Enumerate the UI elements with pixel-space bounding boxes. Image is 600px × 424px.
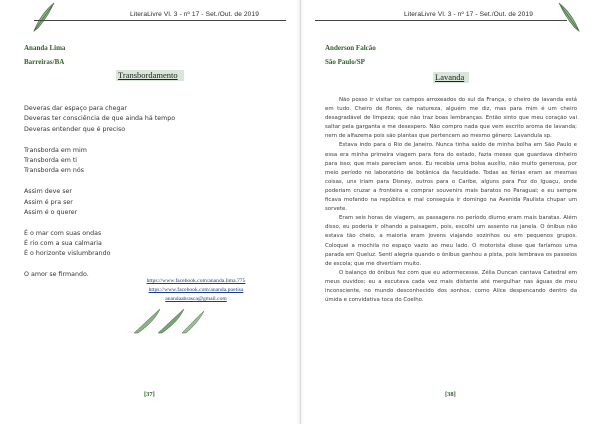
poem-line: Assim é o querer xyxy=(24,208,78,216)
email-link[interactable]: anandaabrasca@gmail.com xyxy=(165,296,227,302)
poem-line: Deveras entender que é preciso xyxy=(24,125,126,133)
author-city: São Paulo/SP xyxy=(325,58,365,66)
facebook-link-1[interactable]: https://www.facebook.com/ananda.lima.775 xyxy=(146,278,246,284)
paragraph: Estava indo para o Rio de Janeiro. Nunca tinha saído de minha bolha em São Paulo e essa era minha primeira viagem para fora do estado, fazia meses que guardava dinheiro para isso; que mais pareciam anos. Eu recebia uma bolsa auxílio, não muito generosa, por meio período no laboratório de botânica da faculdade. Todas as férias eram as mesmas coisas, uns iriam para Disney, outros para o Caribe, alguns para Foz do Iguaçu, onde poderiam cruzar a fronteira e comprar souvenirs mais baratos no Paraguai; e eu sempre ficava mofando na república e mal conseguia ir domingo na Avenida Paulista chupar um sorvete. xyxy=(325,142,577,213)
stanza-gap xyxy=(24,177,175,187)
poem-line: É o mar com suas ondas xyxy=(24,229,102,237)
poem-line: É rio com a sua calmaria xyxy=(24,240,102,248)
author-name: Ananda Lima xyxy=(24,44,66,52)
paragraph: Não posso ir visitar os campos arroxeados do sul da França, o cheiro de lavanda está em tudo. Cheiro de flores, de natureza, alguém me diz, mas para mim é um cheiro desagradável de limpeza; que não traz boas lembranças. Então sinto que meu coração vai saltar pela garganta e me desespero. Não compro nada que vem escrito aroma de lavanda; nem de alfazema pois são plantas que pertencem ao mesmo gênero: Lavandula sp. xyxy=(325,97,577,140)
feather-quill-icon xyxy=(557,1,583,33)
right-page xyxy=(300,0,600,424)
page-number: [38] xyxy=(445,391,456,398)
poem-line: Transborda em mim xyxy=(24,146,87,154)
left-page-header xyxy=(0,0,300,36)
poem-line: Deveras ter consciência de que ainda há tempo xyxy=(24,115,176,123)
poem-line: Deveras dar espaço para chegar xyxy=(24,105,127,112)
header-rule xyxy=(315,20,567,21)
author-name: Anderson Falcão xyxy=(325,44,376,52)
journal-header-text: LiteraLivre Vl. 3 - nº 17 - Set./Out. de 2019 xyxy=(130,11,259,18)
stanza-gap xyxy=(24,260,175,270)
poem-line: Assim é pra ser xyxy=(24,198,73,206)
stanza-gap xyxy=(24,135,175,145)
paragraph: O balanço do ônibus fez com que eu adormecesse. Zélia Duncan cantava Catedral em meus ouvidos; eu a escutava cada vez mais distante até mergulhar nas águas de meu inconsciente, no mundo desconhecido dos sonhos, como Alice despencando dentro da úmida e convidativa toca do Coelho. xyxy=(325,269,577,304)
poem-body xyxy=(24,104,175,281)
feather-quill-icon xyxy=(30,1,56,33)
poem-line: É o horizonte vislumbrando xyxy=(24,250,111,258)
poem-line: Assim deve ser xyxy=(24,188,72,196)
author-links xyxy=(126,277,266,304)
author-city: Barreiras/BA xyxy=(24,58,65,66)
poem-line: Transborda em nós xyxy=(24,167,84,175)
poem-line: O amor se firmando. xyxy=(24,271,89,279)
story-title: Lavanda xyxy=(435,72,465,82)
story-body xyxy=(325,96,577,305)
stanza-gap xyxy=(24,218,175,228)
page-number: [37] xyxy=(144,391,155,398)
header-rule xyxy=(34,20,286,21)
leaf-feather-icon xyxy=(128,306,208,336)
book-spine xyxy=(296,0,304,424)
poem-title: Transbordamento xyxy=(118,70,178,80)
right-page-header xyxy=(301,0,600,36)
journal-header-text: LiteraLivre Vl. 3 - nº 17 - Set./Out. de 2019 xyxy=(404,11,533,18)
paragraph: Eram seis horas de viagem, as passagens no período diurno eram mais baratas. Além disso, eu poderia ir olhando a paisagem, pois, escolhi um assento na janela. O ônibus não estava tão cheio, a maioria eram jovens viajando sozinhos ou em pequenos grupos. Coloquei a mochila no espaço vazio ao meu lado. O motorista disse que faríamos uma parada em Queluz. Senti alegria quando o ônibus ganhou a pista, pois lembrava os passeios de escola; que me divertiam muito. xyxy=(325,215,577,267)
poem-line: Transborda em ti xyxy=(24,156,78,164)
facebook-link-2[interactable]: https://www.facebook.com/ananda.poetisa xyxy=(148,287,244,293)
